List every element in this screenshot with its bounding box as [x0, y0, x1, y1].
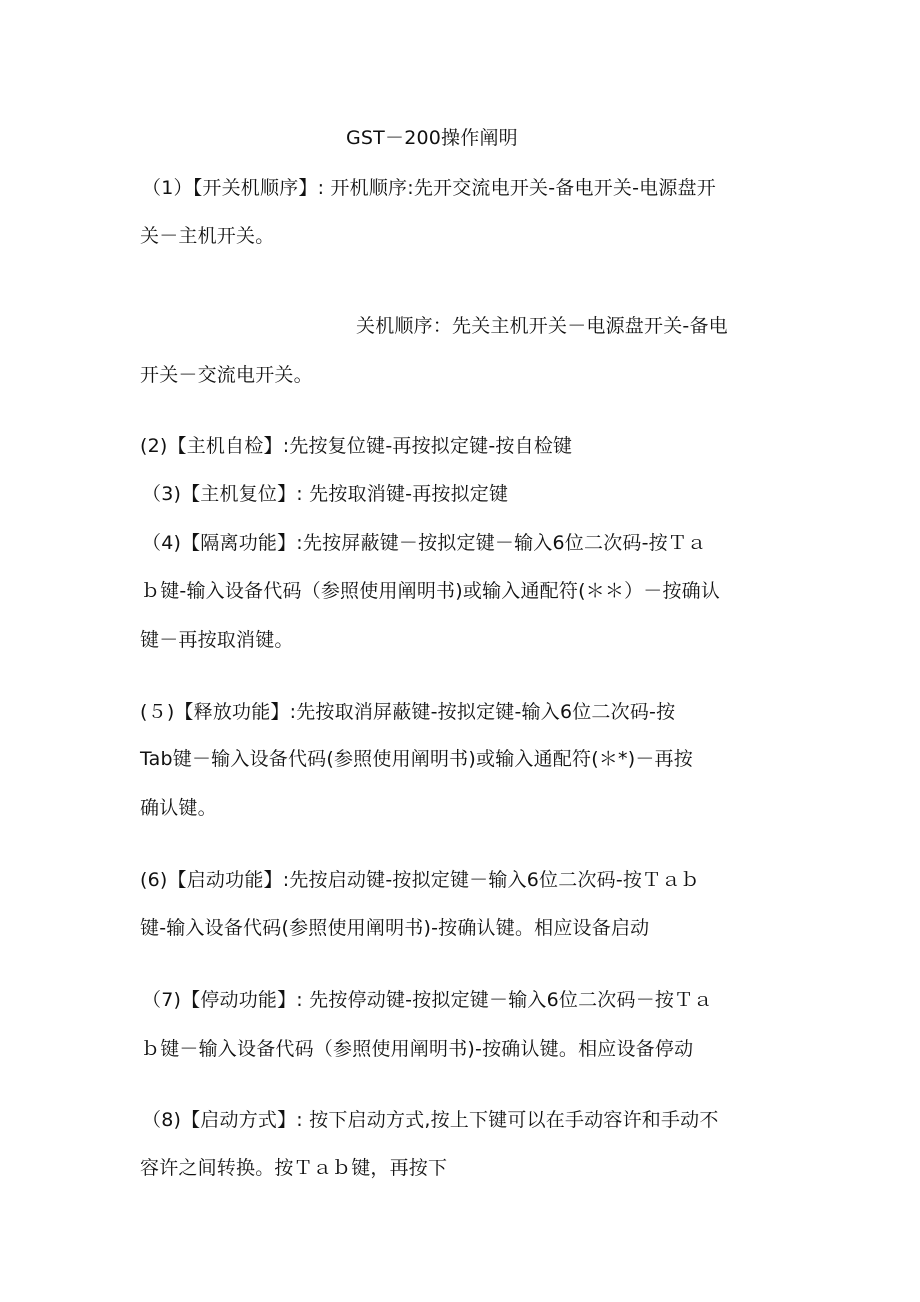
- document-title: GST－200操作阐明: [346, 127, 518, 149]
- text-line: 开关－交流电开关。: [140, 364, 313, 386]
- text-line: （8)【启动方式】: 按下启动方式,按上下键可以在手动容许和手动不: [142, 1109, 719, 1131]
- text-line: ｂ键－输入设备代码（参照使用阐明书)-按确认键。相应设备停动: [141, 1038, 694, 1060]
- text-line: (6)【启动功能】:先按启动键-按拟定键－输入6位二次码-按Ｔａｂ: [140, 869, 700, 891]
- text-line: 容许之间转换。按Ｔａｂ键，再按下: [140, 1157, 448, 1179]
- text-line: 关机顺序：先关主机开关－电源盘开关-备电: [356, 315, 728, 337]
- text-line: Tab键－输入设备代码(参照使用阐明书)或输入通配符(＊*)－再按: [140, 748, 693, 770]
- text-line: (2)【主机自检】:先按复位键-再按拟定键-按自检键: [140, 435, 573, 457]
- text-line: 键-输入设备代码(参照使用阐明书)-按确认键。相应设备启动: [140, 917, 650, 939]
- text-line: (５)【释放功能】:先按取消屏蔽键-按拟定键-输入6位二次码-按: [140, 701, 676, 723]
- text-line: （7)【停动功能】: 先按停动键-按拟定键－输入6位二次码－按Ｔａ: [142, 989, 713, 1011]
- text-line: 关－主机开关。: [140, 225, 275, 247]
- text-line: 键－再按取消键。: [140, 629, 294, 651]
- text-line: 确认键。: [140, 797, 217, 819]
- text-line: （4)【隔离功能】:先按屏蔽键－按拟定键－输入6位二次码-按Ｔａ: [142, 532, 707, 554]
- text-line: （3)【主机复位】: 先按取消键-再按拟定键: [142, 483, 509, 505]
- text-line: （1）【开关机顺序】: 开机顺序:先开交流电开关-备电开关-电源盘开: [142, 177, 716, 199]
- text-line: ｂ键-输入设备代码（参照使用阐明书)或输入通配符(＊＊）－按确认: [141, 580, 721, 602]
